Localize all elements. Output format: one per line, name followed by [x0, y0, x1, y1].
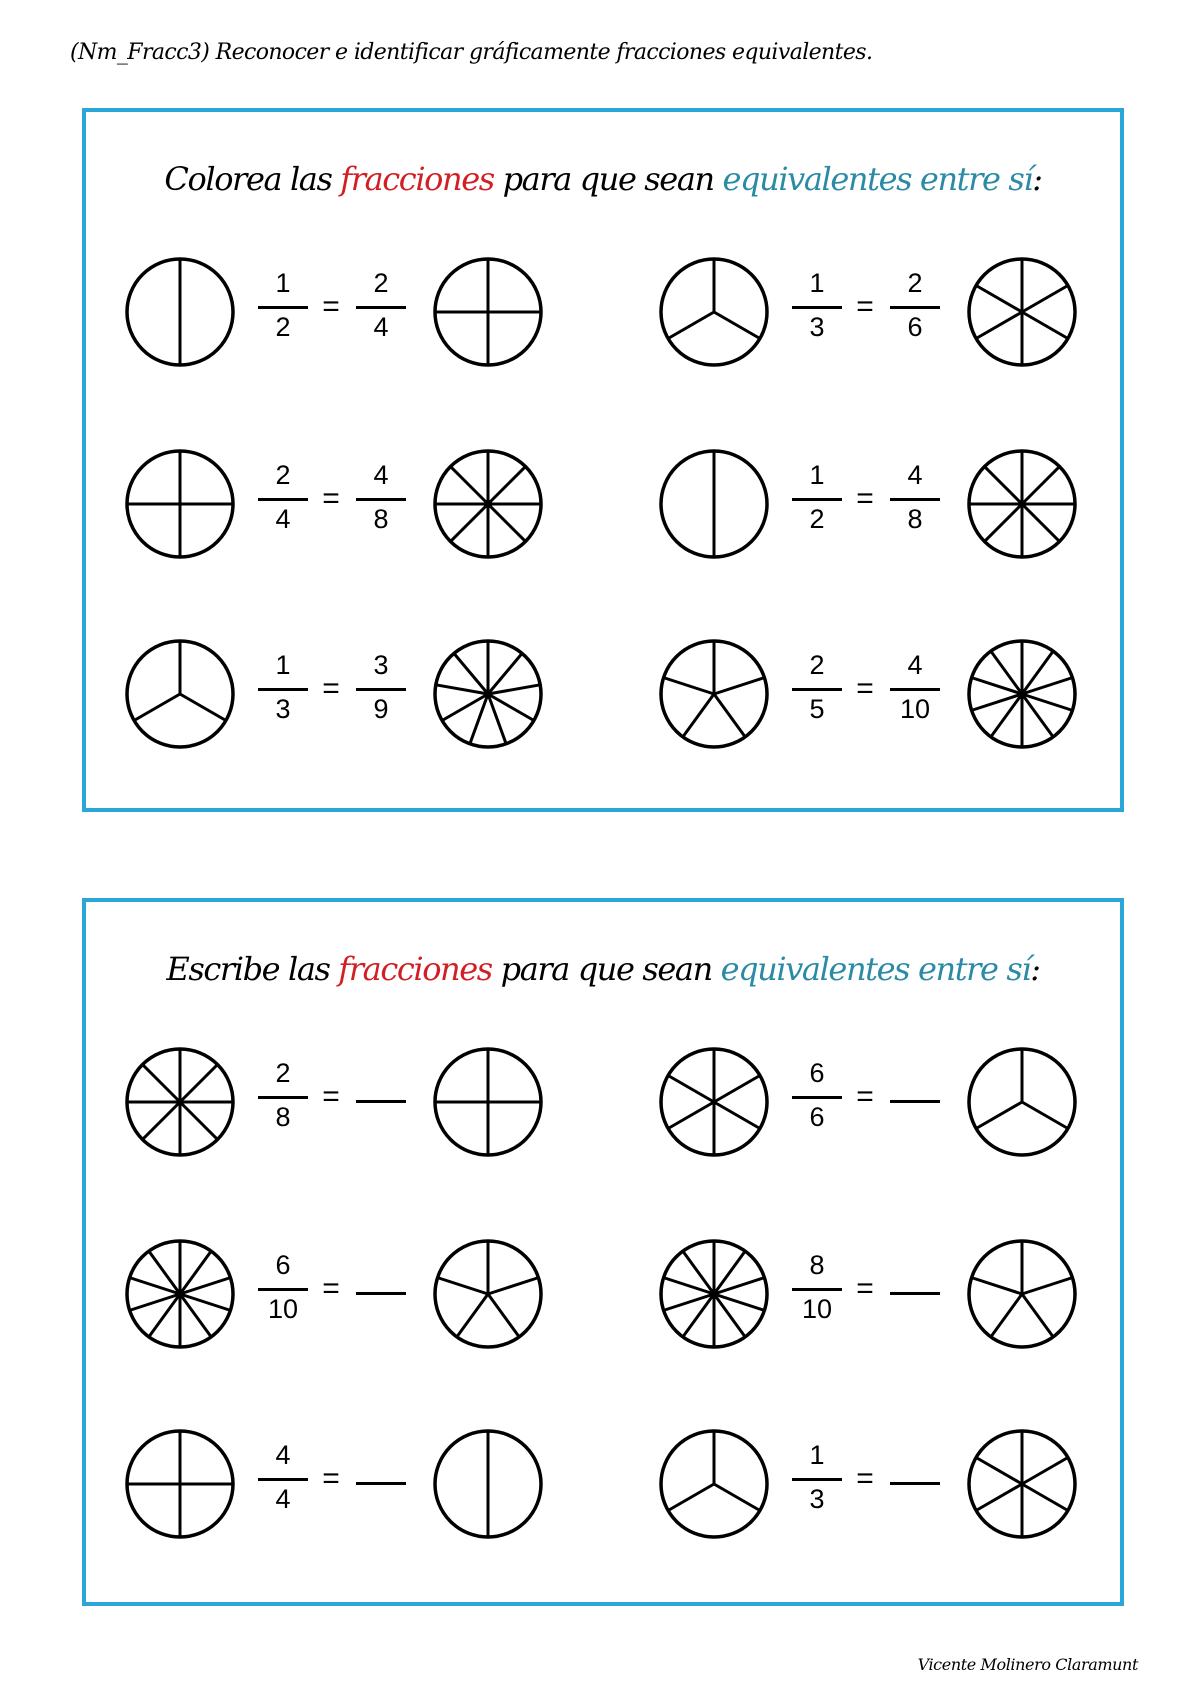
denominator: 10: [801, 1294, 833, 1324]
fraction-circle-left[interactable]: [654, 634, 774, 754]
numerator: 2: [275, 1058, 291, 1088]
numerator: 1: [809, 460, 825, 490]
fraction-circle-left[interactable]: [120, 444, 240, 564]
fraction-circle-right[interactable]: [962, 634, 1082, 754]
fraction-bar: [258, 498, 308, 501]
fraction-bar: [258, 1478, 308, 1481]
fraction-left: [788, 266, 846, 358]
title-highlight-equivalent: equivalentes entre sí: [720, 950, 1031, 988]
fraction-circle-right: [428, 1424, 548, 1544]
denominator: 9: [373, 694, 389, 724]
fraction-exercise: [120, 1234, 560, 1354]
fraction-circle-left: [120, 1424, 240, 1544]
numerator: 1: [275, 268, 291, 298]
sector-divider: [683, 694, 714, 737]
sector-divider: [1022, 1278, 1072, 1294]
sector-divider: [1022, 504, 1059, 541]
sector-divider: [714, 1102, 760, 1129]
sector-divider: [985, 467, 1022, 504]
sector-divider: [143, 1102, 180, 1139]
numerator: 4: [907, 460, 923, 490]
equals-sign: =: [856, 290, 874, 323]
sector-divider: [976, 286, 1022, 313]
fraction-exercise: [120, 634, 560, 754]
sector-divider: [1022, 1458, 1068, 1485]
sector-divider: [451, 467, 488, 504]
denominator: 8: [373, 504, 389, 534]
title-highlight-fractions: fracciones: [338, 950, 492, 988]
sector-divider: [1022, 312, 1068, 339]
sector-divider: [668, 1484, 714, 1511]
sector-divider: [976, 1102, 1022, 1129]
answer-blank[interactable]: [352, 1248, 410, 1340]
fraction-circle-right[interactable]: [962, 252, 1082, 372]
fraction-circle-right: [428, 1042, 548, 1162]
fraction-circle-right[interactable]: [962, 444, 1082, 564]
fraction-exercise: [120, 1424, 560, 1544]
sector-divider: [976, 1458, 1022, 1485]
coloring-instructions: [86, 160, 1120, 198]
fraction-right: [352, 458, 410, 550]
title-colon: :: [1030, 950, 1040, 988]
fraction-exercise: [654, 1234, 1094, 1354]
sector-divider: [180, 694, 226, 721]
fraction-bar: [792, 498, 842, 501]
answer-line[interactable]: [890, 1100, 940, 1103]
sector-divider: [488, 1278, 538, 1294]
fraction-bar: [258, 1096, 308, 1099]
fraction-circle-right[interactable]: [428, 634, 548, 754]
fraction-bar: [792, 306, 842, 309]
denominator: 10: [267, 1294, 299, 1324]
sector-divider: [488, 504, 525, 541]
fraction-bar: [356, 498, 406, 501]
denominator: 3: [809, 312, 825, 342]
sector-divider: [438, 1278, 488, 1294]
fraction-bar: [356, 306, 406, 309]
fraction-exercise: [654, 1042, 1094, 1162]
sector-divider: [488, 1294, 519, 1337]
answer-line[interactable]: [356, 1292, 406, 1295]
answer-blank[interactable]: [352, 1056, 410, 1148]
equals-sign: =: [856, 482, 874, 515]
denominator: 10: [899, 694, 931, 724]
worksheet-header: (Nm_Fracc3) Reconocer e identificar gráficamente fracciones equivalentes.: [70, 40, 873, 65]
fraction-left: [254, 458, 312, 550]
fraction-circle-left: [654, 1424, 774, 1544]
answer-line[interactable]: [890, 1292, 940, 1295]
equals-sign: =: [322, 672, 340, 705]
fraction-bar: [792, 1096, 842, 1099]
numerator: 8: [809, 1250, 825, 1280]
fraction-circle-right[interactable]: [428, 444, 548, 564]
sector-divider: [488, 467, 525, 504]
numerator: 4: [907, 650, 923, 680]
sector-divider: [714, 1076, 760, 1103]
sector-divider: [457, 1294, 488, 1337]
fraction-circle-right: [428, 1234, 548, 1354]
denominator: 4: [275, 1484, 291, 1514]
answer-line[interactable]: [356, 1482, 406, 1485]
denominator: 3: [275, 694, 291, 724]
fraction-given: [254, 1248, 312, 1340]
fraction-exercise: [120, 252, 560, 372]
fraction-bar: [258, 1288, 308, 1291]
sector-divider: [451, 504, 488, 541]
numerator: 2: [275, 460, 291, 490]
sector-divider: [668, 1102, 714, 1129]
fraction-circle-right: [962, 1042, 1082, 1162]
sector-divider: [972, 1278, 1022, 1294]
sector-divider: [668, 312, 714, 339]
numerator: 4: [373, 460, 389, 490]
answer-blank[interactable]: [886, 1438, 944, 1530]
sector-divider: [985, 504, 1022, 541]
fraction-left: [788, 648, 846, 740]
equals-sign: =: [322, 482, 340, 515]
sector-divider: [1022, 1294, 1053, 1337]
title-colon: :: [1032, 160, 1042, 198]
answer-blank[interactable]: [886, 1248, 944, 1340]
numerator: 3: [373, 650, 389, 680]
fraction-circle-left[interactable]: [654, 444, 774, 564]
fraction-given: [788, 1438, 846, 1530]
fraction-circle-right: [962, 1234, 1082, 1354]
fraction-left: [254, 648, 312, 740]
sector-divider: [180, 1102, 217, 1139]
sector-divider: [991, 1294, 1022, 1337]
fraction-circle-left[interactable]: [120, 252, 240, 372]
fraction-circle-left: [120, 1042, 240, 1162]
sector-divider: [714, 678, 764, 694]
title-highlight-fractions: fracciones: [340, 160, 494, 198]
fraction-circle-left: [654, 1234, 774, 1354]
equals-sign: =: [856, 1272, 874, 1305]
fraction-given: [254, 1438, 312, 1530]
denominator: 3: [809, 1484, 825, 1514]
denominator: 4: [373, 312, 389, 342]
fraction-exercise: [654, 1424, 1094, 1544]
sector-divider: [664, 678, 714, 694]
sector-divider: [976, 312, 1022, 339]
sector-divider: [1022, 1102, 1068, 1129]
numerator: 6: [809, 1058, 825, 1088]
title-text: para que sean: [493, 160, 723, 198]
fraction-circle-left[interactable]: [654, 252, 774, 372]
fraction-given: [254, 1056, 312, 1148]
equals-sign: =: [322, 1272, 340, 1305]
denominator: 4: [275, 504, 291, 534]
fraction-right: [352, 648, 410, 740]
sector-divider: [976, 1484, 1022, 1511]
fraction-right: [886, 458, 944, 550]
answer-blank[interactable]: [352, 1438, 410, 1530]
fraction-exercise: [654, 252, 1094, 372]
fraction-circle-right: [962, 1424, 1082, 1544]
equals-sign: =: [322, 290, 340, 323]
equals-sign: =: [856, 1462, 874, 1495]
denominator: 5: [809, 694, 825, 724]
equals-sign: =: [322, 1080, 340, 1113]
denominator: 8: [907, 504, 923, 534]
fraction-bar: [356, 688, 406, 691]
fraction-right: [886, 648, 944, 740]
fraction-bar: [890, 306, 940, 309]
answer-line[interactable]: [890, 1482, 940, 1485]
sector-divider: [1022, 467, 1059, 504]
fraction-bar: [792, 688, 842, 691]
fraction-bar: [890, 498, 940, 501]
denominator: 6: [907, 312, 923, 342]
numerator: 2: [907, 268, 923, 298]
fraction-circle-right[interactable]: [428, 252, 548, 372]
fraction-right: [352, 266, 410, 358]
sector-divider: [143, 1065, 180, 1102]
denominator: 2: [809, 504, 825, 534]
sector-divider: [1022, 1484, 1068, 1511]
denominator: 2: [275, 312, 291, 342]
fraction-circle-left[interactable]: [120, 634, 240, 754]
equals-sign: =: [322, 1462, 340, 1495]
answer-blank[interactable]: [886, 1056, 944, 1148]
title-highlight-equivalent: equivalentes entre sí: [722, 160, 1033, 198]
sector-divider: [714, 694, 745, 737]
fraction-exercise: [120, 444, 560, 564]
equals-sign: =: [856, 672, 874, 705]
sector-divider: [714, 1484, 760, 1511]
numerator: 1: [809, 1440, 825, 1470]
fraction-bar: [258, 688, 308, 691]
fraction-circle-left: [654, 1042, 774, 1162]
numerator: 6: [275, 1250, 291, 1280]
fraction-given: [788, 1056, 846, 1148]
fraction-bar: [792, 1478, 842, 1481]
sector-divider: [668, 1076, 714, 1103]
fraction-exercise: [654, 444, 1094, 564]
sector-divider: [180, 1065, 217, 1102]
fraction-circle-left: [120, 1234, 240, 1354]
denominator: 6: [809, 1102, 825, 1132]
fraction-right: [886, 266, 944, 358]
title-text: Escribe las: [166, 950, 339, 988]
sector-divider: [134, 694, 180, 721]
sector-divider: [1022, 286, 1068, 313]
answer-line[interactable]: [356, 1100, 406, 1103]
fraction-exercise: [654, 634, 1094, 754]
equals-sign: =: [856, 1080, 874, 1113]
fraction-bar: [258, 306, 308, 309]
numerator: 2: [809, 650, 825, 680]
fraction-bar: [890, 688, 940, 691]
numerator: 1: [809, 268, 825, 298]
numerator: 4: [275, 1440, 291, 1470]
sector-divider: [714, 312, 760, 339]
numerator: 1: [275, 650, 291, 680]
author-credit: Vicente Molinero Claramunt: [917, 1655, 1138, 1674]
writing-exercise-box: [82, 898, 1124, 1606]
denominator: 8: [275, 1102, 291, 1132]
fraction-left: [254, 266, 312, 358]
fraction-given: [788, 1248, 846, 1340]
numerator: 2: [373, 268, 389, 298]
title-text: Colorea las: [164, 160, 341, 198]
fraction-left: [788, 458, 846, 550]
fraction-bar: [792, 1288, 842, 1291]
coloring-exercise-box: [82, 108, 1124, 812]
fraction-exercise: [120, 1042, 560, 1162]
writing-instructions: [86, 950, 1120, 988]
title-text: para que sean: [491, 950, 721, 988]
